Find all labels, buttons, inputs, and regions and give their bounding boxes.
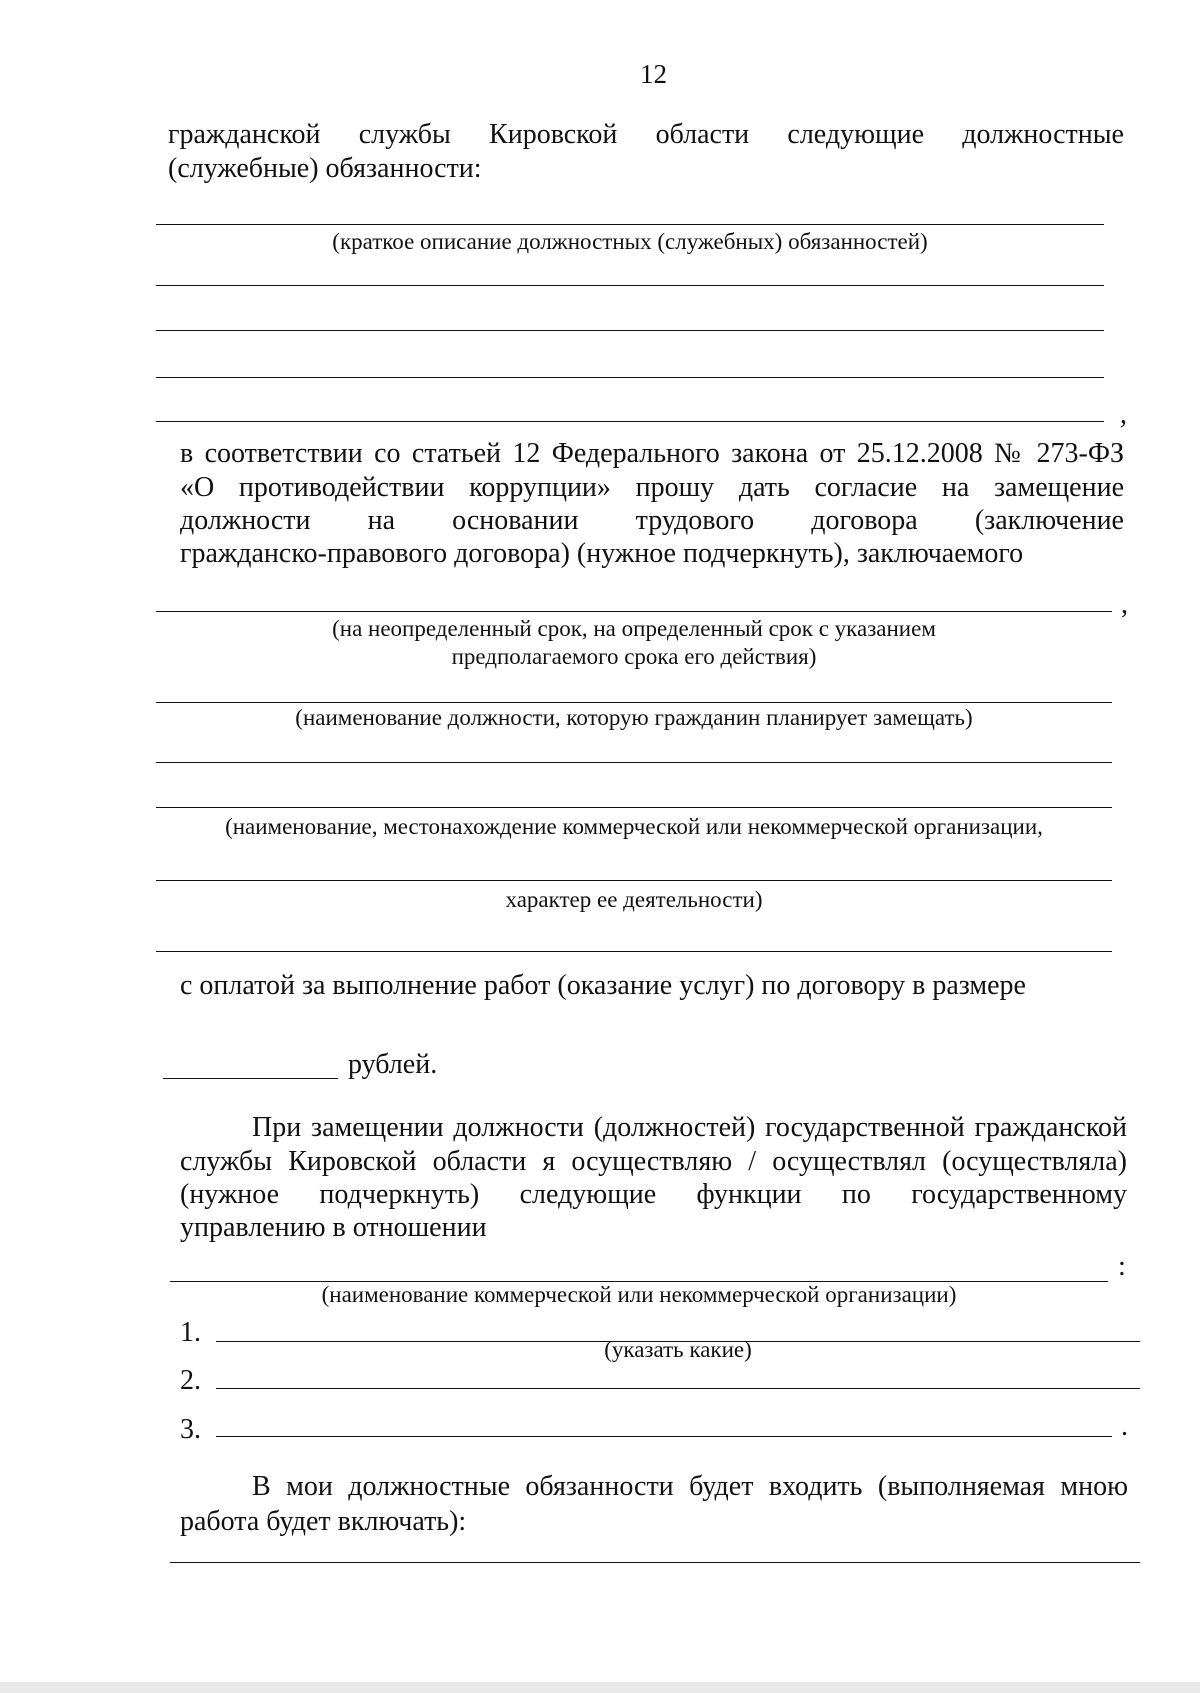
comma-2: , bbox=[1121, 589, 1128, 620]
page-number: 12 bbox=[640, 59, 667, 89]
caption-term-2: предполагаемого срока его действия) bbox=[451, 644, 817, 669]
duties-line-2 bbox=[156, 285, 1104, 286]
caption-org-name: (наименование коммерческой или некоммерческой организации) bbox=[321, 1282, 957, 1307]
caption-term-1: (на неопределенный срок, на определенный срок с указанием bbox=[332, 616, 936, 641]
list-num-3: 3. bbox=[180, 1414, 201, 1445]
rubles-label: рублей. bbox=[348, 1049, 438, 1080]
caption-duties: (краткое описание должностных (служебных) обязанностей) bbox=[332, 229, 928, 254]
org-line-2 bbox=[156, 807, 1112, 808]
org-line-1 bbox=[156, 762, 1112, 763]
duties-line-5 bbox=[156, 421, 1104, 422]
para1-line2: (служебные) обязанности: bbox=[168, 153, 482, 184]
para3-line4: управлению в отношении bbox=[180, 1212, 487, 1243]
colon-mark: : bbox=[1118, 1251, 1126, 1282]
para2-line2: «О противодействии коррупции» прошу дать согласие на замещение bbox=[180, 472, 1124, 503]
caption-specify: (указать какие) bbox=[604, 1337, 752, 1362]
para2-line4: гражданско-правового договора) (нужное подчеркнуть), заключаемого bbox=[180, 538, 1024, 569]
para1-line1: гражданской службы Кировской области следующие должностные bbox=[168, 119, 1124, 150]
page-bottom-edge bbox=[0, 1682, 1200, 1693]
caption-org-2: характер ее деятельности) bbox=[505, 887, 763, 912]
payment-line: с оплатой за выполнение работ (оказание услуг) по договору в размере bbox=[180, 970, 1026, 1001]
list-num-1: 1. bbox=[180, 1317, 201, 1348]
org-line-3 bbox=[156, 880, 1112, 881]
list-line-3 bbox=[216, 1436, 1112, 1437]
term-line bbox=[156, 611, 1112, 612]
para3-line3: (нужное подчеркнуть) следующие функции по государственному bbox=[180, 1179, 1127, 1210]
para2-line1: в соответствии со статьей 12 Федерального закона от 25.12.2008 № 273-ФЗ bbox=[180, 438, 1124, 469]
position-line bbox=[156, 702, 1112, 703]
duties-line-4 bbox=[156, 377, 1104, 378]
caption-position: (наименование должности, которую гражданин планирует замещать) bbox=[295, 705, 973, 730]
para4-line1: В мои должностные обязанности будет входить (выполняемая мною bbox=[252, 1471, 1128, 1502]
para3-line1: При замещении должности (должностей) государственной гражданской bbox=[252, 1112, 1127, 1143]
duties-line-3 bbox=[156, 330, 1104, 331]
caption-org-1: (наименование, местонахождение коммерческой или некоммерческой организации, bbox=[225, 814, 1043, 839]
para3-line2: службы Кировской области я осуществляю / осуществлял (осуществляла) bbox=[180, 1146, 1127, 1177]
amount-line bbox=[163, 1078, 338, 1079]
duties-future-line bbox=[170, 1562, 1140, 1563]
list-line-2 bbox=[216, 1388, 1140, 1389]
para4-line2: работа будет включать): bbox=[180, 1506, 467, 1537]
org-line-4 bbox=[156, 951, 1112, 952]
list-num-2: 2. bbox=[180, 1365, 201, 1396]
duties-line-1 bbox=[156, 224, 1104, 225]
para2-line3: должности на основании трудового договора (заключение bbox=[180, 505, 1124, 536]
period-mark: . bbox=[1121, 1411, 1128, 1442]
comma-1: , bbox=[1120, 399, 1127, 430]
